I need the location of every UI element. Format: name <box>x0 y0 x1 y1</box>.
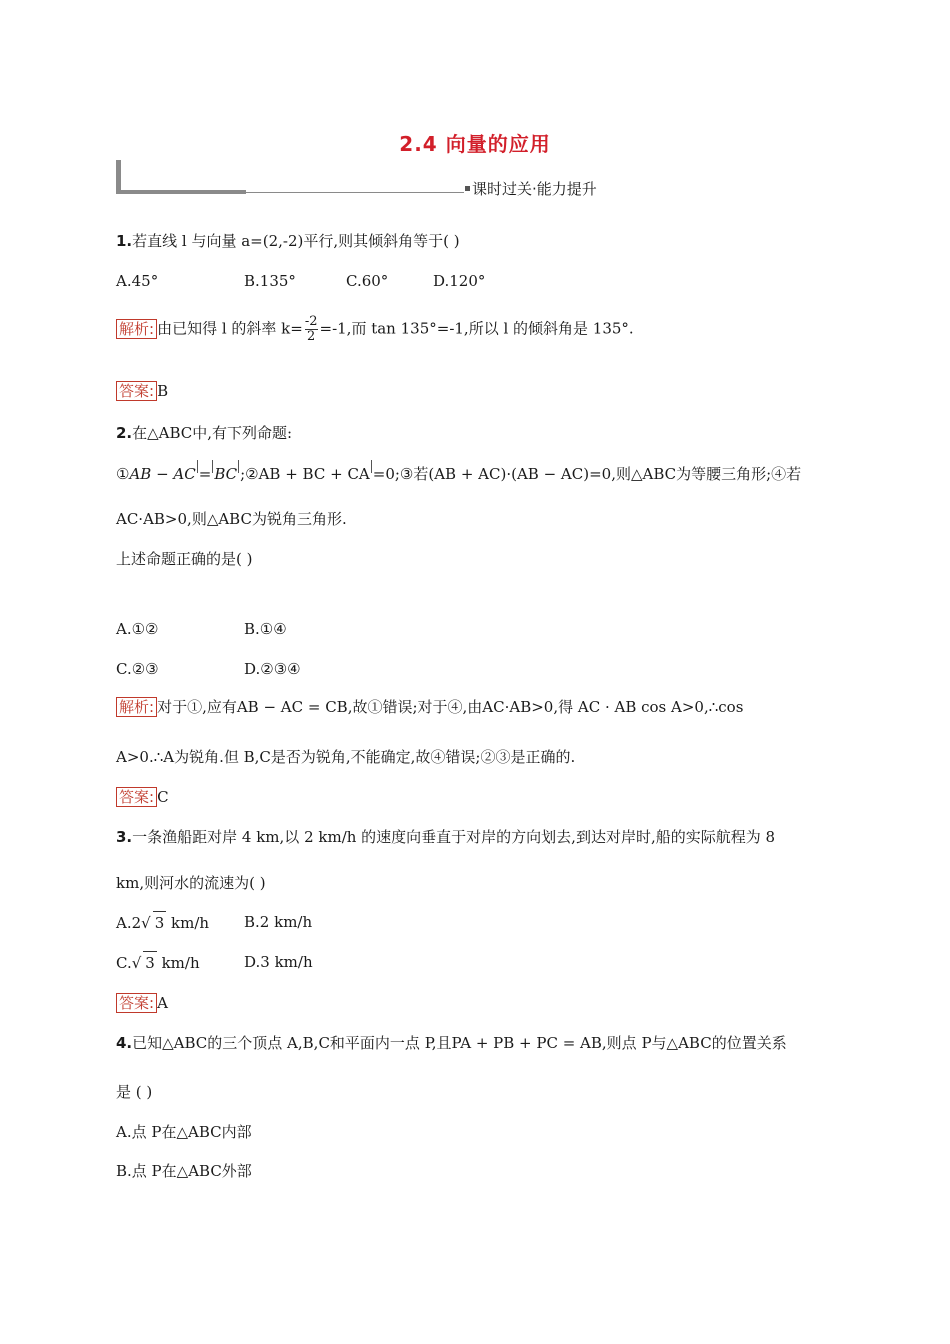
q1-option-d: D.120° <box>433 272 486 290</box>
q4-option-b: B.点 P在△ABC外部 <box>116 1162 252 1180</box>
q1-answer-value: B <box>157 382 169 400</box>
q2-number: 2. <box>116 424 133 442</box>
q3-option-a: A.2√ 3 km/h <box>116 911 209 934</box>
abs-bar <box>371 460 372 473</box>
abs-bar <box>238 460 239 473</box>
q2-propositions-line2: AC·AB>0,则△ABC为锐角三角形. <box>116 510 347 528</box>
q3-option-a-prefix: A.2 <box>116 914 142 932</box>
q1-analysis-label: 解析: <box>116 319 157 339</box>
q2-prop1-vector-bc: BC <box>214 465 238 483</box>
q2-prop2: ;②AB + BC + CA <box>240 465 370 483</box>
q1-stem: 若直线 l 与向量 a=(2,-2)平行,则其倾斜角等于( ) <box>132 232 460 250</box>
q1-analysis <box>116 315 634 344</box>
q4-stem-text1: 已知△ABC的三个顶点 A,B,C和平面内一点 P,且PA + PB + PC = AB,则点 P与△ABC的位置关系 <box>132 1034 787 1052</box>
q3-option-c-unit: km/h <box>156 954 200 972</box>
q3-stem-line1 <box>116 826 775 848</box>
q2-prop1-marker: ① <box>116 465 130 483</box>
q2-option-a: A.①② <box>116 620 159 638</box>
q2-answer <box>116 786 169 808</box>
header-bullet-square <box>465 186 470 191</box>
q1-analysis-text-a: 由已知得 l 的斜率 k= <box>157 319 303 338</box>
q2-propositions-line1 <box>116 460 801 485</box>
q3-stem-text1: 一条渔船距对岸 4 km,以 2 km/h 的速度向垂直于对岸的方向划去,到达对岸时,船的实际航程为 8 <box>132 828 776 846</box>
q4-option-a: A.点 P在△ABC内部 <box>116 1123 252 1141</box>
q2-analysis-line2: A>0.∴A为锐角.但 B,C是否为锐角,不能确定,故④错误;②③是正确的. <box>116 748 576 766</box>
q1-stem-line <box>116 230 460 252</box>
q2-prop3-prop4: =0;③若(AB + AC)·(AB − AC)=0,则△ABC为等腰三角形;④若 <box>372 465 802 483</box>
q2-answer-label: 答案: <box>116 787 157 807</box>
q2-question: 上述命题正确的是( ) <box>116 550 253 568</box>
header-decoration-vertical <box>116 160 121 194</box>
section-title: 课时过关·能力提升 <box>472 180 597 198</box>
q1-slope-fraction <box>305 315 318 344</box>
q1-answer <box>116 380 168 402</box>
q2-option-b: B.①④ <box>244 620 287 638</box>
q2-analysis-text1: 对于①,应有AB − AC = CB,故①错误;对于④,由AC·AB>0,得 AC · AB cos A>0,∴cos <box>157 698 744 716</box>
q4-number: 4. <box>116 1034 133 1052</box>
q3-option-a-radicand: 3 <box>153 911 167 934</box>
q4-stem-line2: 是 ( ) <box>116 1083 153 1101</box>
q1-fraction-numerator: -2 <box>304 314 318 329</box>
q3-answer <box>116 992 168 1014</box>
q3-option-d: D.3 km/h <box>244 953 313 971</box>
q3-option-b: B.2 km/h <box>244 913 313 931</box>
q3-stem-line2: km,则河水的流速为( ) <box>116 874 266 892</box>
q1-analysis-text-b: =-1,而 tan 135°=-1,所以 l 的倾斜角是 135°. <box>319 319 634 338</box>
q1-fraction-denominator: 2 <box>305 329 318 344</box>
q3-option-c-prefix: C. <box>116 954 132 972</box>
header-decoration-thin <box>246 192 464 193</box>
q1-option-b: B.135° <box>244 272 296 290</box>
q2-stem-line <box>116 422 292 444</box>
q2-analysis-label: 解析: <box>116 697 157 717</box>
q3-number: 3. <box>116 828 133 846</box>
q3-option-c: C.√ 3 km/h <box>116 951 200 974</box>
q1-answer-label: 答案: <box>116 381 157 401</box>
q3-option-c-radicand: 3 <box>143 951 157 974</box>
q4-stem-line1 <box>116 1032 787 1054</box>
q2-stem: 在△ABC中,有下列命题: <box>132 424 293 442</box>
q3-answer-label: 答案: <box>116 993 157 1013</box>
q3-option-a-unit: km/h <box>166 914 210 932</box>
q1-option-c: C.60° <box>346 272 389 290</box>
q2-option-d: D.②③④ <box>244 660 301 678</box>
q2-analysis-line1 <box>116 696 743 718</box>
q1-number: 1. <box>116 232 133 250</box>
header-decoration-thick <box>116 190 246 194</box>
q1-option-a: A.45° <box>116 272 159 290</box>
q2-prop1-vector-expr: AB − AC <box>129 465 196 483</box>
q2-option-c: C.②③ <box>116 660 159 678</box>
q2-prop1-equals: = <box>198 465 212 483</box>
q3-answer-value: A <box>157 994 168 1012</box>
page-title: 2.4 向量的应用 <box>399 132 551 156</box>
q2-answer-value: C <box>157 788 169 806</box>
abs-bar <box>197 460 198 473</box>
